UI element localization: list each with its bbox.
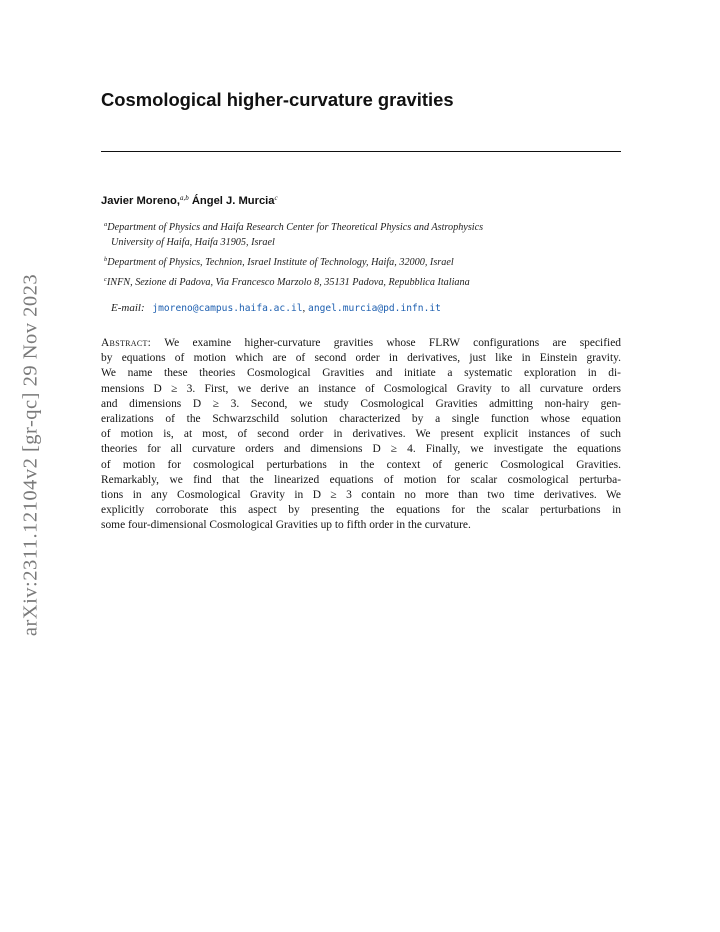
abstract-line: and dimensions D ≥ 3. Second, we study Cosmological Gravities admitting non-hairy gen- <box>101 397 621 410</box>
abstract-line: of motion is, at most, of second order in derivatives. We present explicit instances of such <box>101 428 621 441</box>
paper-title: Cosmological higher-curvature gravities <box>101 89 454 110</box>
affiliation-a <box>104 218 614 250</box>
affiliation-a-line2: University of Haifa, Haifa 31905, Israel <box>111 236 275 248</box>
abstract-line: Abstract: We examine higher-curvature gravities whose FLRW configurations are specified <box>101 337 621 349</box>
affiliation-c-line1: INFN, Sezione di Padova, Via Francesco Marzolo 8, 35131 Padova, Repubblica Italiana <box>106 277 470 288</box>
abstract-line: of motion for cosmological perturbations in the context of generic Cosmological Gravities. <box>101 458 621 471</box>
abstract-line: some four-dimensional Cosmological Gravities up to fifth order in the curvature. <box>101 519 471 532</box>
author-list <box>101 194 278 207</box>
affiliation-mark-a: a <box>104 221 108 228</box>
abstract-line: explicitly corroborate this aspect by presenting the equations for the scalar perturbations in <box>101 504 621 517</box>
arxiv-stamp-text: arXiv:2311.12104v2 [gr-qc] 29 Nov 2023 <box>19 273 42 637</box>
abstract-line: tions in any Cosmological Gravity in D ≥ 3 contain no more than two time derivatives. We <box>101 488 621 501</box>
abstract <box>101 336 621 533</box>
title-rule <box>101 151 621 152</box>
author-name-2: Ángel J. Murcia <box>191 195 275 207</box>
email-link-murcia[interactable]: angel.murcia@pd.infn.it <box>308 303 441 314</box>
affiliation-mark-b: b <box>104 256 108 263</box>
affiliation-b <box>104 253 614 271</box>
abstract-line: We name these theories Cosmological Gravities and initiate a systematic exploration in di- <box>101 367 621 380</box>
affiliation-b-line1: Department of Physics, Technion, Israel Institute of Technology, Haifa, 32000, Israel <box>107 257 454 268</box>
abstract-line: theories for all curvature orders and dimensions D ≥ 4. Finally, we investigate the equations <box>101 443 621 456</box>
affiliation-a-line1: Department of Physics and Haifa Research Center for Theoretical Physics and Astrophysics <box>107 222 484 233</box>
author-affil-mark-2: c <box>274 194 278 202</box>
abstract-line: by equations of motion which are of second order in derivatives, just like in Einstein gravity. <box>101 352 621 365</box>
email-label: E-mail: <box>111 302 145 314</box>
abstract-heading: Abstract: <box>101 337 152 349</box>
abstract-line: Remarkably, we find that the linearized equations of motion for scalar cosmological perturba- <box>101 473 621 486</box>
author-affil-mark-1: a,b <box>179 194 189 202</box>
email-separator: , <box>302 302 306 314</box>
affiliation-mark-c: c <box>104 276 107 283</box>
arxiv-identifier-stamp <box>4 250 58 660</box>
email-link-moreno[interactable]: jmoreno@campus.haifa.ac.il <box>152 303 303 314</box>
affiliation-c <box>104 273 614 291</box>
author-name-1: Javier Moreno, <box>101 195 180 207</box>
abstract-line: mensions D ≥ 3. First, we derive an instance of Cosmological Gravity to all curvature orders <box>101 382 621 395</box>
email-line <box>111 302 441 314</box>
abstract-line: eralizations of the Schwarzschild solution characterized by a single function whose equation <box>101 412 621 425</box>
